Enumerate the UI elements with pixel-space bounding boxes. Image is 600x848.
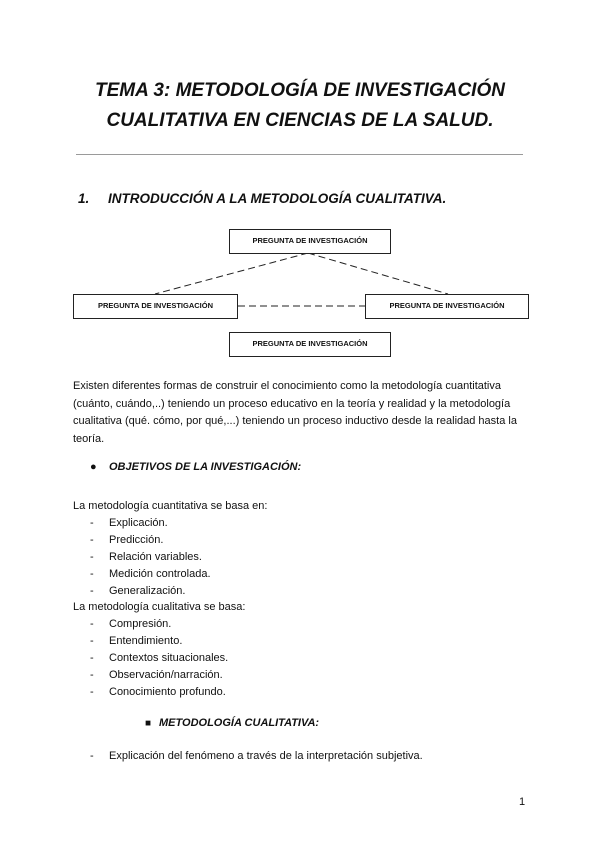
objectives-label: OBJETIVOS DE LA INVESTIGACIÓN: [109, 461, 302, 473]
bullet-dot: ● [90, 461, 97, 473]
qualitative-method-heading [145, 717, 319, 729]
quantitative-list [90, 515, 211, 600]
list-item: - Compresión. [90, 618, 172, 630]
list-item: - Contextos situacionales. [90, 652, 229, 664]
list-item: - Entendimiento. [90, 635, 183, 647]
quantitative-intro: La metodología cuantitativa se basa en: [73, 500, 268, 512]
title-divider [76, 154, 523, 155]
list-item: - Conocimiento profundo. [90, 686, 226, 698]
diagram-box-bottom: PREGUNTA DE INVESTIGACIÓN [229, 332, 391, 357]
connector-top-right [308, 253, 448, 294]
intro-paragraph: Existen diferentes formas de construir el conocimiento como la metodología cuantitativa (cuánto, cuándo,..) teniendo un proceso educativo en la teoría y realidad y la metodología cualitativa (qué. cómo, por qué,...) teniendo un proceso inductivo desde la realidad hasta la teoría. [73, 380, 517, 445]
section-heading [78, 191, 446, 206]
qualitative-method-label: METODOLOGÍA CUALITATIVA: [159, 717, 320, 729]
title-line-2: CUALITATIVA EN CIENCIAS DE LA SALUD. [106, 110, 494, 131]
list-item: - Observación/narración. [90, 669, 223, 681]
title-line-1: TEMA 3: METODOLOGÍA DE INVESTIGACIÓN [95, 80, 505, 101]
objectives-heading [90, 461, 301, 473]
section-title: INTRODUCCIÓN A LA METODOLOGÍA CUALITATIVA. [108, 191, 447, 206]
qualitative-intro: La metodología cualitativa se basa: [73, 601, 246, 613]
list-item: - Medición controlada. [90, 568, 211, 580]
page-number: 1 [519, 796, 526, 808]
list-item: - Relación variables. [90, 551, 202, 563]
list-item: - Explicación del fenómeno a través de la interpretación subjetiva. [90, 750, 423, 762]
qualitative-list [90, 616, 228, 701]
bullet-square: ■ [145, 718, 152, 729]
section-number: 1. [78, 191, 90, 206]
diagram-box-right: PREGUNTA DE INVESTIGACIÓN [365, 294, 529, 319]
list-item: - Predicción. [90, 534, 164, 546]
diagram-box-top: PREGUNTA DE INVESTIGACIÓN [229, 229, 391, 254]
diagram-box-left: PREGUNTA DE INVESTIGACIÓN [73, 294, 238, 319]
phenomenon-explanation: Explicación del fenómeno a través de la interpretación subjetiva. [109, 750, 423, 762]
list-item: - Generalización. [90, 585, 186, 597]
connector-top-left [155, 253, 308, 294]
list-item: - Explicación. [90, 517, 168, 529]
document-title [60, 76, 540, 136]
